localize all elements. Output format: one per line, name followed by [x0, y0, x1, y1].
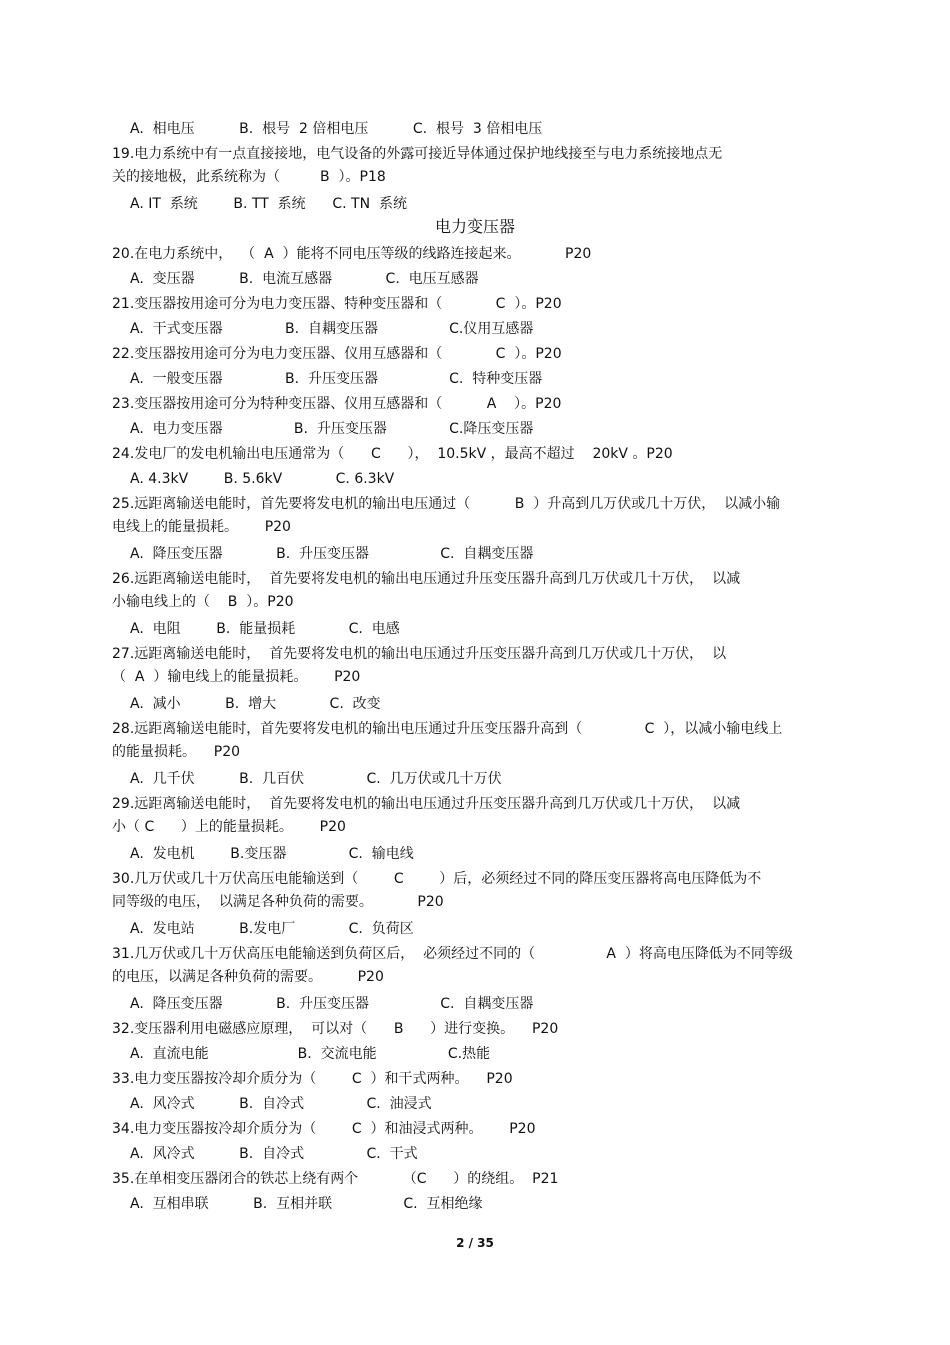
- question-text: 同等级的电压， 以满足各种负荷的需要。 P20: [112, 894, 444, 910]
- question-text: 24.发电厂的发电机输出电压通常为（ C ）， 10.5kV ，最高不超过 20kV 。P20: [112, 446, 673, 462]
- answer-options: A. 减小 B. 增大 C. 改变: [130, 696, 381, 712]
- question-text: 22.变压器按用途可分为电力变压器、仪用互感器和（ C ）。P20: [112, 346, 562, 362]
- answer-options: A. 干式变压器 B. 自耦变压器 C.仪用互感器: [130, 321, 534, 337]
- question-text: 23.变压器按用途可分为特种变压器、仪用互感器和（ A ）。P20: [112, 396, 562, 412]
- question-text: 32.变压器利用电磁感应原理， 可以对（ B ）进行变换。 P20: [112, 1021, 559, 1037]
- question-text: 小（ C ）上的能量损耗。 P20: [112, 819, 346, 835]
- question-text: 27.远距离输送电能时， 首先要将发电机的输出电压通过升压变压器升高到几万伏或几十万伏， 以: [112, 646, 727, 662]
- question-text: 34.电力变压器按冷却介质分为（ C ）和油浸式两种。 P20: [112, 1121, 536, 1137]
- question-text: 电线上的能量损耗。 P20: [112, 519, 291, 535]
- question-text: 的电压，以满足各种负荷的需要。 P20: [112, 969, 384, 985]
- answer-options: A. 风冷式 B. 自冷式 C. 油浸式: [130, 1096, 432, 1112]
- answer-options: A. 电力变压器 B. 升压变压器 C.降压变压器: [130, 421, 534, 437]
- question-text: 29.远距离输送电能时， 首先要将发电机的输出电压通过升压变压器升高到几万伏或几十万伏， 以减: [112, 796, 741, 812]
- question-text: 19.电力系统中有一点直接接地，电气设备的外露可接近导体通过保护地线接至与电力系统接地点无: [112, 146, 723, 162]
- question-text: 21.变压器按用途可分为电力变压器、特种变压器和（ C ）。P20: [112, 296, 562, 312]
- question-text: 35.在单相变压器闭合的铁芯上绕有两个 （C ）的绕组。 P21: [112, 1171, 559, 1187]
- answer-options: A. 电阻 B. 能量损耗 C. 电感: [130, 621, 400, 637]
- answer-options: A. 直流电能 B. 交流电能 C.热能: [130, 1046, 491, 1062]
- question-text: 26.远距离输送电能时， 首先要将发电机的输出电压通过升压变压器升高到几万伏或几十万伏， 以减: [112, 571, 741, 587]
- question-text: 关的接地极，此系统称为（ B ）。P18: [112, 169, 386, 185]
- answer-options: A. 几千伏 B. 几百伏 C. 几万伏或几十万伏: [130, 771, 502, 787]
- answer-options: A. 发电站 B.发电厂 C. 负荷区: [130, 921, 414, 937]
- answer-options: A. 变压器 B. 电流互感器 C. 电压互感器: [130, 271, 479, 287]
- question-text: 小输电线上的（ B ）。P20: [112, 594, 294, 610]
- page-number: 2 / 35: [456, 1236, 494, 1250]
- question-text: 33.电力变压器按冷却介质分为（ C ）和干式两种。 P20: [112, 1071, 513, 1087]
- answer-options: A. 相电压 B. 根号 2 倍相电压 C. 根号 3 倍相电压: [130, 121, 543, 137]
- question-text: 的能量损耗。 P20: [112, 744, 241, 760]
- answer-options: A. IT 系统 B. TT 系统 C. TN 系统: [130, 196, 407, 212]
- answer-options: A. 4.3kV B. 5.6kV C. 6.3kV: [130, 471, 395, 487]
- question-text: 31.几万伏或几十万伏高压电能输送到负荷区后， 必须经过不同的（ A ）将高电压降低为不同等级: [112, 946, 793, 962]
- answer-options: A. 降压变压器 B. 升压变压器 C. 自耦变压器: [130, 996, 534, 1012]
- answer-options: A. 互相串联 B. 互相并联 C. 互相绝缘: [130, 1196, 483, 1212]
- answer-options: A. 降压变压器 B. 升压变压器 C. 自耦变压器: [130, 546, 534, 562]
- question-text: 30.几万伏或几十万伏高压电能输送到（ C ）后，必须经过不同的降压变压器将高电压降低为不: [112, 871, 762, 887]
- answer-options: A. 一般变压器 B. 升压变压器 C. 特种变压器: [130, 371, 543, 387]
- question-text: 25.远距离输送电能时，首先要将发电机的输出电压通过（ B ）升高到几万伏或几十万伏， 以减小输: [112, 496, 781, 512]
- question-text: （ A ）输电线上的能量损耗。 P20: [112, 669, 361, 685]
- question-text: 28.远距离输送电能时，首先要将发电机的输出电压通过升压变压器升高到（ C ），以减小输电线上: [112, 721, 783, 737]
- section-title: 电力变压器: [434, 217, 515, 236]
- question-text: 20.在电力系统中， （ A ）能将不同电压等级的线路连接起来。 P20: [112, 246, 592, 262]
- answer-options: A. 发电机 B.变压器 C. 输电线: [130, 846, 414, 862]
- answer-options: A. 风冷式 B. 自冷式 C. 干式: [130, 1146, 418, 1162]
